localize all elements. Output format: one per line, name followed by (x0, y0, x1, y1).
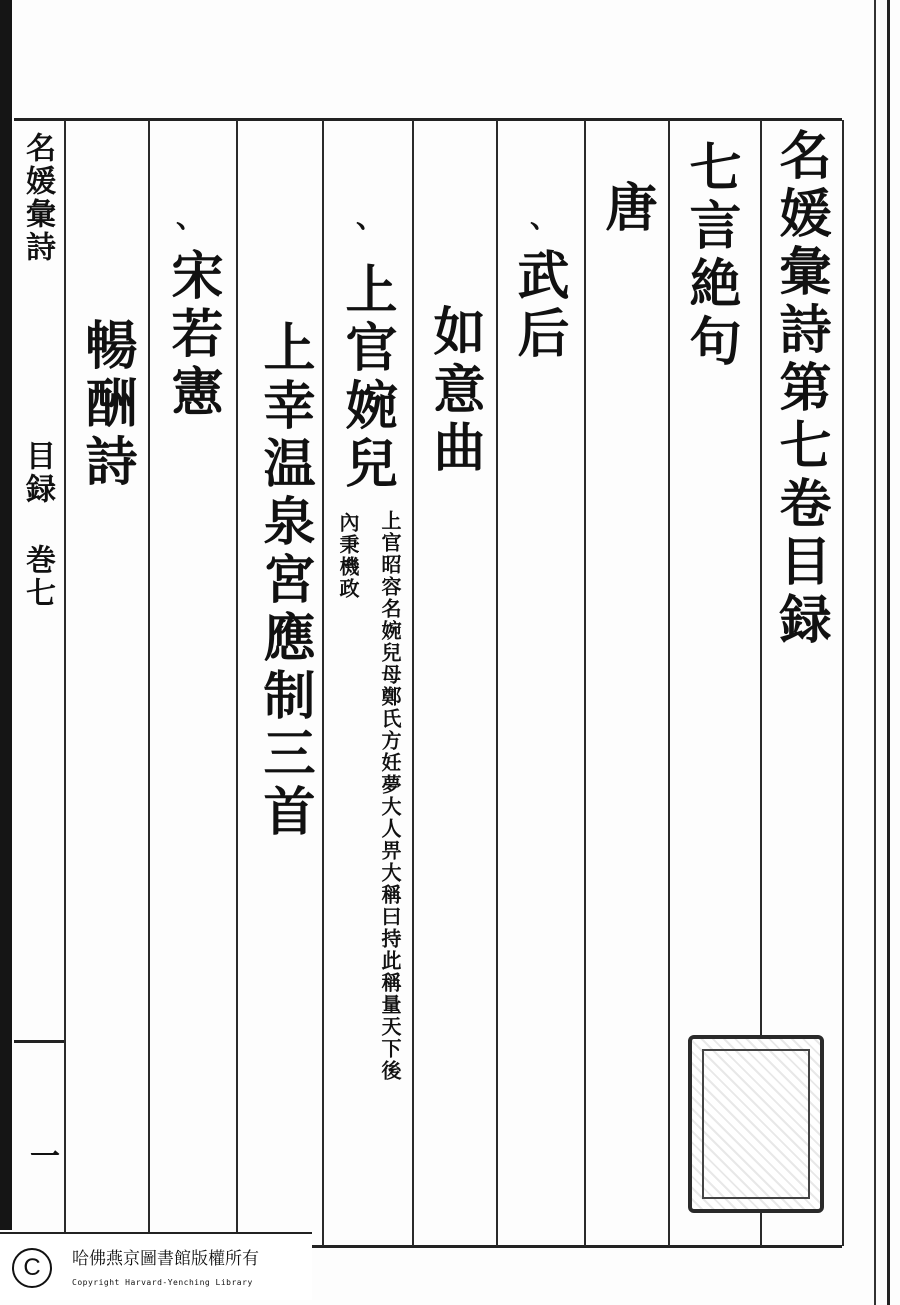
copyright-chinese: 哈佛燕京圖書館版權所有 (72, 1249, 259, 1269)
copyright-english: Copyright Harvard-Yenching Library (72, 1278, 253, 1287)
author-name: 武后 (508, 248, 569, 364)
margin-rule (14, 1040, 64, 1043)
poem-title: 上幸温泉宮應制三首 (254, 320, 315, 842)
copyright-banner (0, 1232, 312, 1300)
copyright-icon: C (12, 1248, 52, 1288)
column-rule (148, 120, 150, 1246)
author-name: 上官婉兒 (336, 262, 397, 494)
page-number: 一 (24, 1140, 59, 1173)
binding-edge (0, 0, 12, 1230)
poem-title: 暢酬詩 (76, 318, 137, 492)
handwritten-note: 上官昭容名婉兒母鄭氏方妊夢大人畀大稱曰持此稱量天下後 (378, 510, 402, 1082)
column-rule (584, 120, 586, 1246)
column-rule (322, 120, 324, 1246)
page-right-edge (887, 0, 890, 1305)
entry-mark: 、 (176, 201, 205, 234)
poem-title: 如意曲 (424, 304, 485, 478)
book-title: 名媛彙詩第七卷目録 (770, 128, 831, 650)
genre-heading: 七言絶句 (680, 140, 741, 372)
entry-mark: 、 (356, 201, 385, 234)
column-rule (64, 120, 66, 1246)
column-rule (668, 120, 670, 1246)
seal-inner-border (702, 1049, 810, 1199)
column-rule (412, 120, 414, 1246)
page-right-edge-inner (874, 0, 876, 1305)
column-rule (496, 120, 498, 1246)
dynasty-heading: 唐 (596, 180, 657, 238)
frame-top-border (14, 118, 842, 121)
handwritten-note: 內秉機政 (336, 512, 360, 600)
column-rule (236, 120, 238, 1246)
entry-mark: 、 (530, 201, 559, 234)
margin-juan: 目録 巻七 (20, 440, 55, 610)
seal-stamp (688, 1035, 824, 1213)
margin-label: 名媛彙詩 (20, 132, 55, 264)
column-rule (842, 120, 844, 1246)
author-name: 宋若憲 (162, 248, 223, 422)
